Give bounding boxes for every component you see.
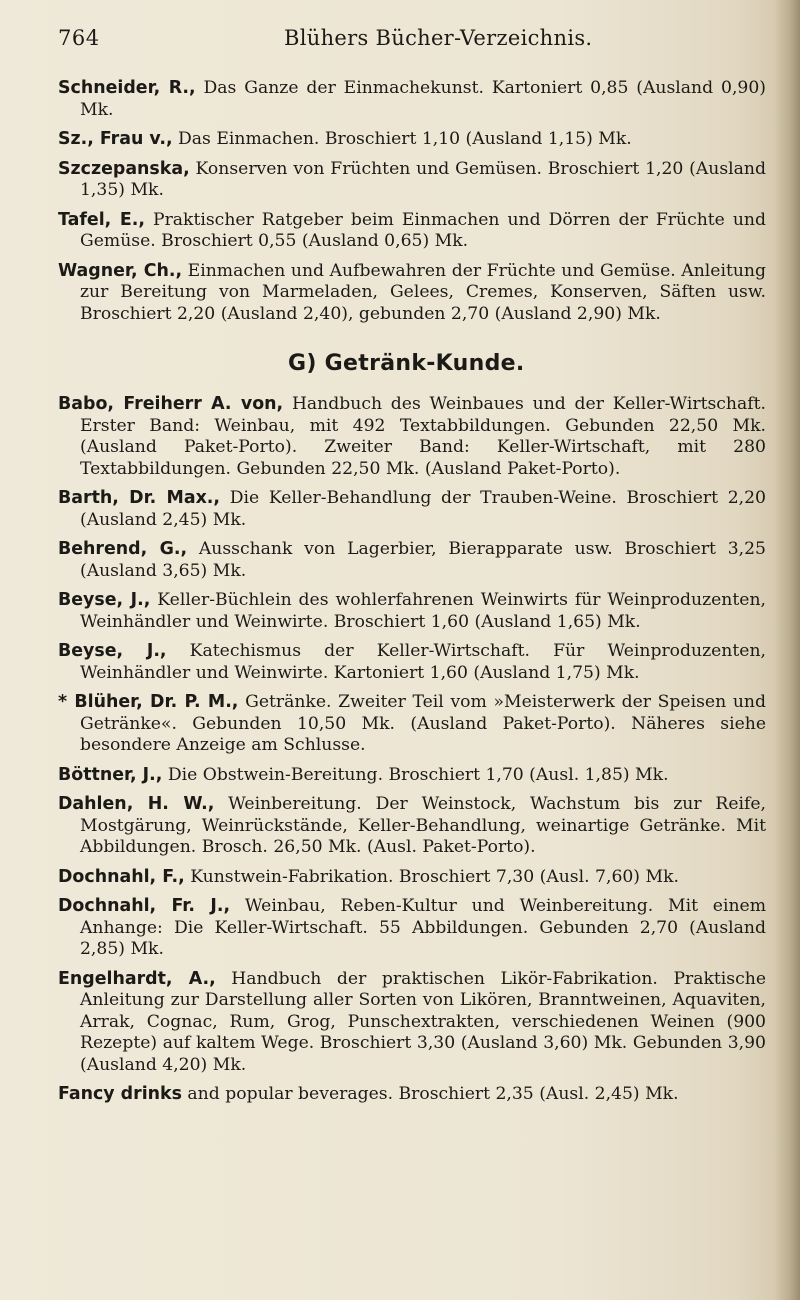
entry-author: Babo, Freiherr A. von,	[58, 394, 284, 414]
bibliography-entry	[58, 210, 766, 253]
entry-author: Behrend, G.,	[58, 539, 188, 559]
entry-description: Praktischer Ratgeber beim Einmachen und Dörren der Früchte und Gemüse. Broschiert 0,55 (Ausland 0,65) Mk.	[80, 209, 767, 251]
entry-author: Beyse, J.,	[58, 641, 167, 661]
entries-before	[58, 78, 766, 325]
entry-description: Handbuch der praktischen Likör-Fabrikation. Praktische Anleitung zur Darstellung aller Sorten von Likören, Branntweinen, Aquaviten, Arrak, Cognac, Rum, Grog, Punschextrakten, verschiedenen Weinen (900 Rezepte) auf kaltem Wege. Broschiert 3,30 (Ausland 3,60) Mk. Gebunden 3,90 (Ausland 4,20) Mk.	[80, 968, 766, 1075]
entry-description: Die Obstwein-Bereitung. Broschiert 1,70 (Ausl. 1,85) Mk.	[162, 764, 669, 785]
entry-author: * Blüher, Dr. P. M.,	[58, 692, 239, 712]
bibliography-entry	[58, 641, 766, 684]
bibliography-entry	[58, 867, 766, 889]
entry-description: Das Ganze der Einmachekunst. Kartoniert 0,85 (Ausland 0,90) Mk.	[80, 78, 766, 120]
entry-description: Weinbau, Reben-Kultur und Weinbereitung. Mit einem Anhange: Die Keller-Wirtschaft. 55 Abbildungen. Gebunden 2,70 (Ausland 2,85) Mk.	[80, 896, 766, 959]
bibliography-entry	[58, 1084, 766, 1106]
bibliography-entry	[44, 692, 766, 757]
bibliography-entry	[58, 78, 766, 121]
entry-author: Engelhardt, A.,	[58, 968, 216, 989]
entry-author: Böttner, J.,	[58, 764, 163, 785]
bibliography-entry	[58, 261, 766, 326]
entries-after	[58, 394, 766, 1106]
entry-description: Konserven von Früchten und Gemüsen. Broschiert 1,20 (Ausland 1,35) Mk.	[80, 158, 766, 200]
bibliography-entry	[58, 794, 766, 859]
entry-author: Sz., Frau v.,	[58, 129, 173, 149]
entry-description: Weinbereitung. Der Weinstock, Wachstum bis zur Reife, Mostgärung, Weinrückstände, Keller-Behandlung, weinartige Getränke. Mit Abbildungen. Brosch. 26,50 Mk. (Ausl. Paket-Porto).	[80, 794, 766, 857]
entry-description: Katechismus der Keller-Wirtschaft. Für Weinproduzenten, Weinhändler und Weinwirte. Kartoniert 1,60 (Ausland 1,75) Mk.	[80, 641, 766, 683]
entry-description: Kunstwein-Fabrikation. Broschiert 7,30 (Ausl. 7,60) Mk.	[184, 866, 679, 887]
entry-author: Fancy drinks	[58, 1084, 182, 1104]
entry-description: Das Einmachen. Broschiert 1,10 (Ausland 1,15) Mk.	[172, 129, 632, 149]
running-title: Blühers Bücher-Verzeichnis.	[284, 26, 593, 50]
entry-author: Tafel, E.,	[58, 209, 145, 230]
page-number: 764	[58, 26, 100, 50]
entry-description: Die Keller-Behandlung der Trauben-Weine. Broschiert 2,20 (Ausland 2,45) Mk.	[80, 488, 766, 530]
entry-author: Beyse, J.,	[58, 590, 151, 610]
entry-author: Barth, Dr. Max.,	[58, 488, 221, 508]
bibliography-list	[58, 78, 766, 1114]
entry-author: Dochnahl, Fr. J.,	[58, 896, 231, 916]
page-header	[58, 26, 758, 56]
page-edge-shadow	[774, 0, 800, 1300]
bibliography-entry	[58, 129, 766, 151]
bibliography-entry	[58, 896, 766, 961]
entry-description: Ausschank von Lagerbier, Bierapparate usw. Broschiert 3,25 (Ausland 3,65) Mk.	[80, 539, 766, 581]
bibliography-entry	[58, 590, 766, 633]
bibliography-entry	[58, 539, 766, 582]
section-heading: G) Getränk-Kunde.	[288, 351, 525, 376]
entry-author: Szczepanska,	[58, 158, 190, 179]
entry-description: Handbuch des Weinbaues und der Keller-Wirtschaft. Erster Band: Weinbau, mit 492 Textabbildungen. Gebunden 22,50 Mk. (Ausland Paket-Porto). Zweiter Band: Keller-Wirtschaft, mit 280 Textabbildungen. Gebunden 22,50 Mk. (Ausland Paket-Porto).	[80, 394, 766, 479]
entry-description: Keller-Büchlein des wohlerfahrenen Weinwirts für Weinproduzenten, Weinhändler und Weinwirte. Broschiert 1,60 (Ausland 1,65) Mk.	[80, 590, 766, 632]
bibliography-entry	[58, 969, 766, 1077]
entry-description: Getränke. Zweiter Teil vom »Meisterwerk der Speisen und Getränke«. Gebunden 10,50 Mk. (Ausland Paket-Porto). Näheres siehe besondere Anzeige am Schlusse.	[80, 692, 766, 755]
entry-description: and popular beverages. Broschiert 2,35 (Ausl. 2,45) Mk.	[181, 1084, 679, 1104]
entry-author: Schneider, R.,	[58, 78, 196, 98]
entry-description: Einmachen und Aufbewahren der Früchte und Gemüse. Anleitung zur Bereitung von Marmeladen, Gelees, Cremes, Konserven, Säften usw. Broschiert 2,20 (Ausland 2,40), gebunden 2,70 (Ausland 2,90) Mk.	[80, 260, 766, 324]
entry-author: Wagner, Ch.,	[58, 260, 183, 281]
entry-author: Dochnahl, F.,	[58, 866, 185, 887]
bibliography-entry	[58, 159, 766, 202]
bibliography-entry	[58, 765, 766, 787]
bibliography-entry	[58, 488, 766, 531]
entry-author: Dahlen, H. W.,	[58, 794, 215, 814]
bibliography-entry	[58, 394, 766, 480]
